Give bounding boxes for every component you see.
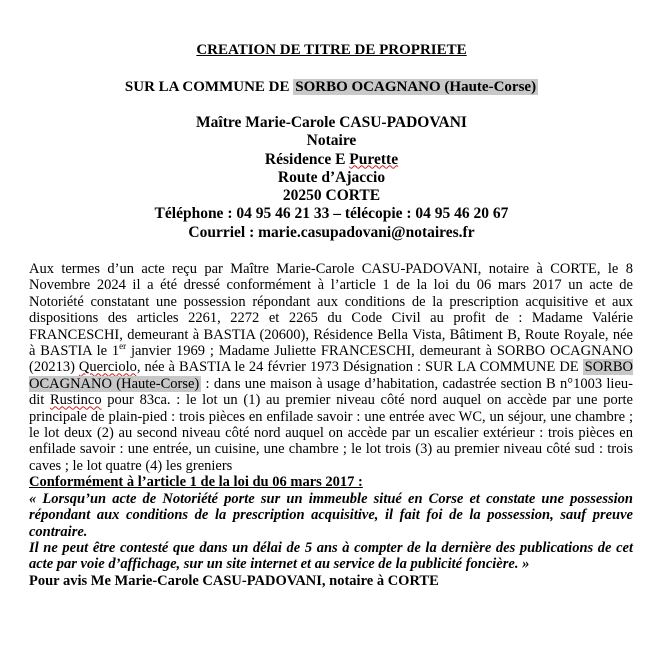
notary-name: Maître Marie-Carole CASU-PADOVANI <box>196 114 467 131</box>
residence-prefix: Résidence E <box>264 150 350 168</box>
deed-superscript: er <box>119 341 127 352</box>
announcement-body <box>29 261 633 589</box>
notary-role: Notaire <box>306 132 357 150</box>
signoff: Pour avis Me Marie-Carole CASU-PADOVANI, notaire à CORTE <box>29 572 439 589</box>
deed-text-1: Aux termes d’un acte reçu par Maître Marie-Carole CASU-PADOVANI, notaire à CORTE, le 8 Novembre 2024 il a été dressé conformément à l’article 1 de la loi du 06 mars 2017 un acte de Notoriété constatant une possession répondant aux conditions de la prescription acquisitive et aux dispositions des articles 2261, 2272 et 2265 du Code Civil au profit de : Madame Valérie FRANCESCHI, demeurant à BASTIA (20600), Résidence Bella Vista, Bâtiment B, Route Royale, née à BASTIA le 1 <box>29 261 633 360</box>
law-quote-1: « Lorsqu’un acte de Notoriété porte sur un immeuble situé en Corse et constate une possession répondant aux conditions de la prescription acquisitive, il fait foi de la possession, sauf preuve contraire. <box>29 490 633 540</box>
deed-commune-highlight: SORBO OCAGNANO (Haute-Corse) <box>29 359 633 392</box>
deed-text-5: pour 83ca. : le lot un (1) au premier niveau côté nord auquel on accède par une porte principale de plain-pied : trois pièces en enfilade savoir : une entrée avec WC, un séjour, une chambre ; le lot deux (2) au second niveau côté nord auquel on accède par un escalier extérieur : trois pièces en enfilade savoir : une entrée, un cuisine, une chambre ; le lot trois (3) au premier niveau côté sud : trois caves ; le lot quatre (4) les greniers <box>29 392 633 474</box>
deed-text-2: janvier 1969 ; Madame Juliette FRANCESCHI, demeurant à SORBO OCAGNANO (20213) <box>29 343 633 376</box>
residence-name: Purette <box>349 150 399 168</box>
commune-name-highlight: SORBO OCAGNANO (Haute-Corse) <box>295 79 537 95</box>
deed-place-rustinco: Rustinco <box>50 392 102 409</box>
notary-block <box>0 114 663 242</box>
notary-city: 20250 CORTE <box>282 187 381 205</box>
law-quote-2: Il ne peut être contesté que dans un délai de 5 ans à compter de la dernière des publications de cet acte par voie d’affichage, sur un site internet et au service de la publicité foncière. » <box>29 539 633 573</box>
notary-email: Courriel : marie.casupadovani@notaires.fr <box>188 223 475 241</box>
notary-phone: Téléphone : 04 95 46 21 33 – télécopie : 04 95 46 20 67 <box>154 205 509 223</box>
deed-text-3: , née à BASTIA le 24 février 1973 Désignation : SUR LA COMMUNE DE <box>136 359 583 376</box>
deed-paragraph <box>29 261 633 474</box>
commune-heading <box>0 79 663 96</box>
document-title: CREATION DE TITRE DE PROPRIETE <box>196 42 467 58</box>
commune-prefix: SUR LA COMMUNE DE <box>124 79 294 95</box>
conformity-heading: Conformément à l’article 1 de la loi du 06 mars 2017 : <box>29 474 363 491</box>
notary-route: Route d’Ajaccio <box>277 168 386 186</box>
notary-residence <box>0 151 663 169</box>
deed-text-4: : dans une maison à usage d’habitation, cadastrée section B n°1003 lieu-dit <box>29 375 633 409</box>
deed-place-querciolo: Querciolo <box>78 359 137 376</box>
